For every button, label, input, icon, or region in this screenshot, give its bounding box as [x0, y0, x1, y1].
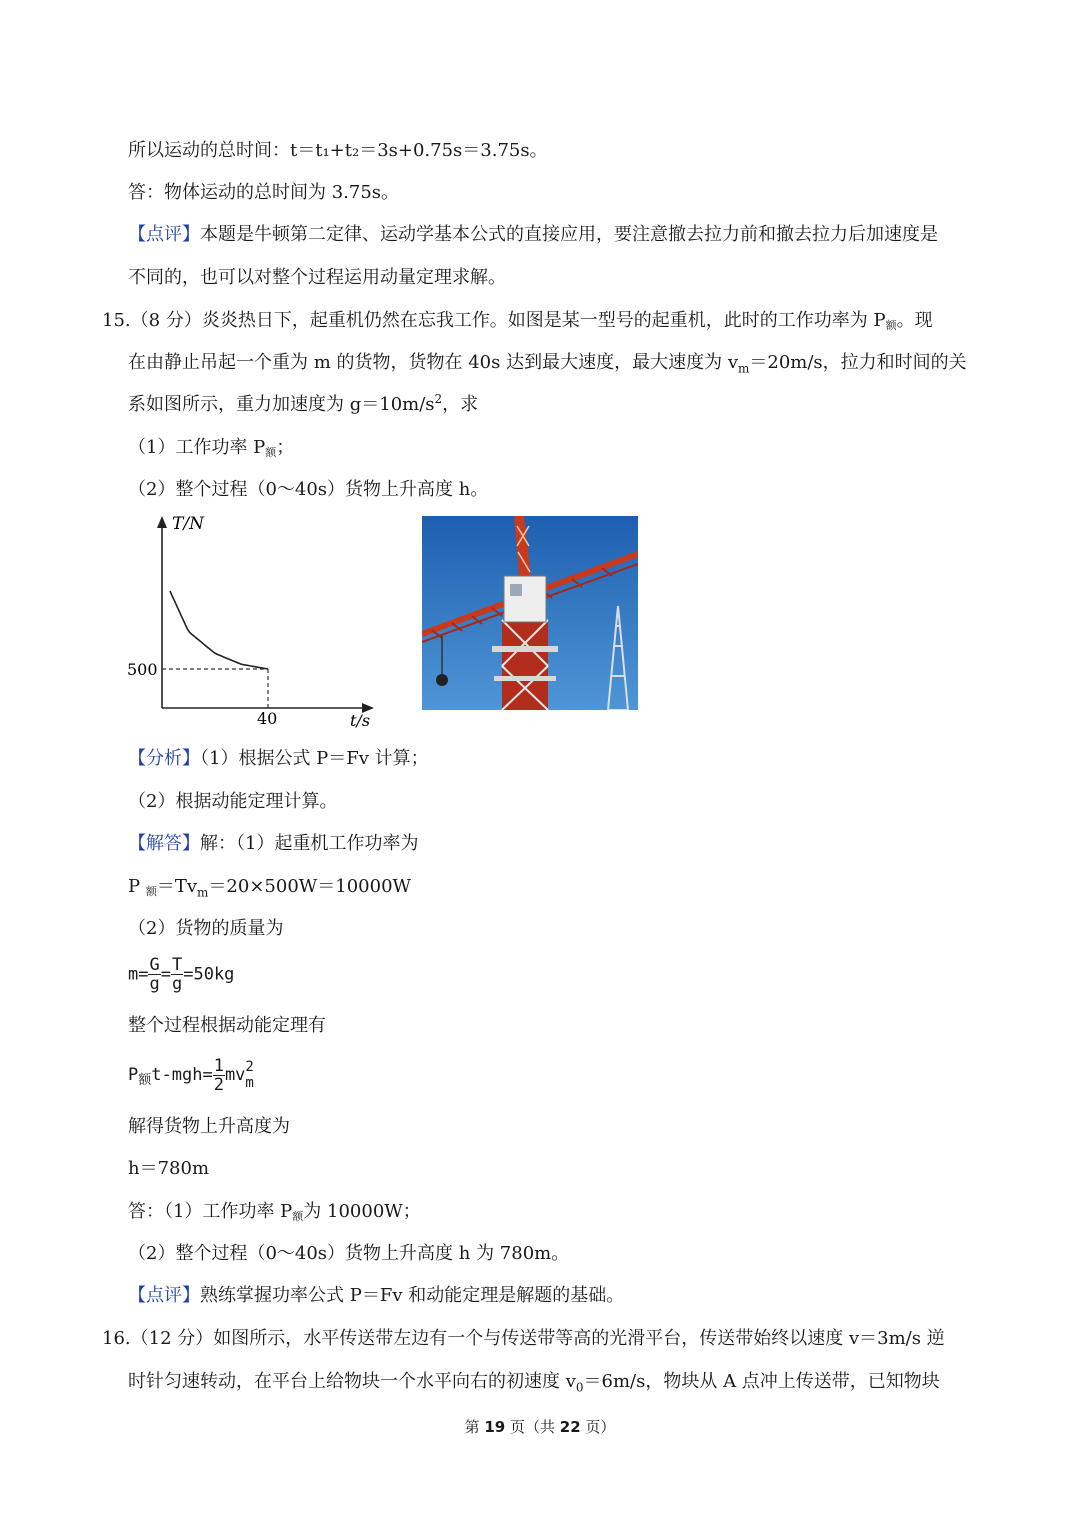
y-axis-arrow	[157, 516, 167, 528]
sub-m: m	[197, 885, 209, 900]
q16-text-1: （12 分）如图所示，水平传送带左边有一个与传送带等高的光滑平台，传送带始终以速度 v＝3m/s 逆	[130, 1328, 945, 1349]
sub-0: 0	[575, 1380, 584, 1395]
energy-sup-2: 2	[245, 1059, 254, 1075]
footer-pre: 第	[464, 1418, 485, 1436]
q16-number: 16.	[102, 1328, 131, 1349]
comment-tag: 【点评】	[128, 224, 200, 245]
energy-mv: mv	[224, 1065, 246, 1085]
frac-two: 2	[213, 1074, 224, 1095]
frac-num-T: T	[171, 955, 183, 975]
y-axis-label: T/N	[172, 514, 204, 534]
analysis-tag: 【分析】	[128, 748, 200, 769]
q15-text-1b: 。现	[896, 310, 933, 331]
eq1-tail: ＝20×500W＝10000W	[208, 876, 412, 897]
q16-text-2b: ＝6m/s，物块从 A 点冲上传送带，已知物块	[583, 1371, 940, 1392]
analysis-line-1	[128, 747, 429, 771]
comment-prev-1	[128, 223, 938, 247]
answer-text-1a: 答：（1）工作功率 P	[128, 1201, 293, 1222]
sub-e: 额	[292, 1210, 304, 1223]
q15-text-2a: 在由静止吊起一个重为 m 的货物，货物在 40s 达到最大速度，最大速度为 v	[128, 352, 738, 373]
solution-text-1: 解：（1）起重机工作功率为	[200, 833, 419, 854]
y-tick-500: 500	[127, 660, 158, 679]
line-answer-prev: 答：物体运动的总时间为 3.75s。	[128, 182, 400, 203]
eq1-rest: ＝Tv	[156, 876, 198, 897]
q15-text-2b: ＝20m/s，拉力和时间的关	[749, 352, 967, 373]
sub-m: m	[737, 361, 750, 376]
solution-tag: 【解答】	[128, 833, 200, 854]
x-tick-40: 40	[257, 709, 278, 728]
page-number: 19	[484, 1418, 506, 1436]
tension-time-graph	[122, 510, 382, 732]
analysis-text-1: （1）根据公式 P＝Fv 计算；	[200, 748, 429, 769]
page-footer	[0, 1416, 1080, 1437]
q15-line-2	[128, 351, 967, 375]
comment-text-1: 本题是牛顿第二定律、运动学基本公式的直接应用，要注意撤去拉力前和撤去拉力后加速度是	[200, 224, 938, 245]
line-total-time: 所以运动的总时间：t＝t₁+t₂＝3s+0.75s＝3.75s。	[128, 140, 548, 161]
answer-line-1	[128, 1200, 421, 1229]
frac-den-g: g	[149, 974, 160, 994]
q15-text-3a: 系如图所示，重力加速度为 g＝10m/s	[128, 394, 435, 415]
crane-photo	[422, 516, 638, 710]
answer-text-1b: 为 10000W；	[303, 1201, 421, 1222]
frac-one: 1	[213, 1055, 224, 1076]
comment-line	[128, 1284, 624, 1308]
equation-power	[128, 875, 411, 904]
answer-line-2: （2）整个过程（0～40s）货物上升高度 h 为 780m。	[128, 1243, 570, 1264]
part1-end: ；	[276, 437, 295, 458]
energy-supsub	[245, 1059, 253, 1091]
solution-line-4: 解得货物上升高度为	[128, 1116, 290, 1137]
sup-2: 2	[434, 392, 443, 406]
tension-curve	[170, 591, 268, 669]
sub-e: 额	[145, 885, 157, 898]
frac-den-g2: g	[171, 974, 183, 994]
footer-post: 页）	[580, 1418, 616, 1436]
energy-p: P	[128, 1065, 139, 1085]
q15-text-3b: ，求	[442, 394, 479, 415]
q16-line-2	[128, 1370, 940, 1394]
energy-sub-e: 额	[138, 1073, 152, 1088]
height-result: h＝780m	[128, 1158, 210, 1179]
frac-num-G: G	[149, 955, 160, 975]
comment-text: 熟练掌握功率公式 P＝Fv 和动能定理是解题的基础。	[200, 1285, 625, 1306]
q16-line-1	[102, 1327, 945, 1351]
q15-text-1a: （8 分）炎炎热日下，起重机仍然在忘我工作。如图是某一型号的起重机，此时的工作功率为 P	[130, 310, 886, 331]
page-total: 22	[559, 1418, 581, 1436]
equation-energy	[128, 1055, 254, 1101]
energy-sub-m: m	[245, 1075, 254, 1091]
eq1-p: P	[128, 876, 141, 897]
fraction-T-g	[171, 956, 183, 993]
footer-mid: 页（共	[505, 1418, 560, 1436]
solution-line-1	[128, 832, 418, 856]
fraction-half	[213, 1057, 225, 1094]
q15-line-3	[128, 393, 478, 417]
q15-number: 15.	[102, 310, 131, 331]
comment-prev-2: 不同的，也可以对整个过程运用动量定理求解。	[128, 267, 506, 288]
q16-text-2a: 时针匀速转动，在平台上给物块一个水平向右的初速度 v	[128, 1371, 576, 1392]
part1-text: （1）工作功率 P	[128, 437, 266, 458]
crane-cab-icon	[504, 576, 546, 622]
mass-eq: =	[160, 964, 171, 985]
energy-mid: t-mgh=	[151, 1065, 213, 1085]
sub-e: 额	[265, 446, 277, 459]
q15-line-1	[102, 309, 933, 338]
solution-line-3: 整个过程根据动能定理有	[128, 1015, 326, 1036]
mass-result: =50kg	[183, 964, 235, 985]
sub-e: 额	[885, 319, 897, 332]
mass-lhs: m=	[128, 964, 149, 985]
comment-tag-2: 【点评】	[128, 1285, 200, 1306]
q15-part-1	[128, 436, 294, 465]
x-axis-label: t/s	[350, 711, 371, 730]
fraction-G-g	[148, 956, 160, 993]
q15-part-2: （2）整个过程（0～40s）货物上升高度 h。	[128, 479, 489, 500]
equation-mass	[128, 956, 234, 993]
analysis-line-2: （2）根据动能定理计算。	[128, 791, 338, 812]
solution-line-2: （2）货物的质量为	[128, 918, 284, 939]
